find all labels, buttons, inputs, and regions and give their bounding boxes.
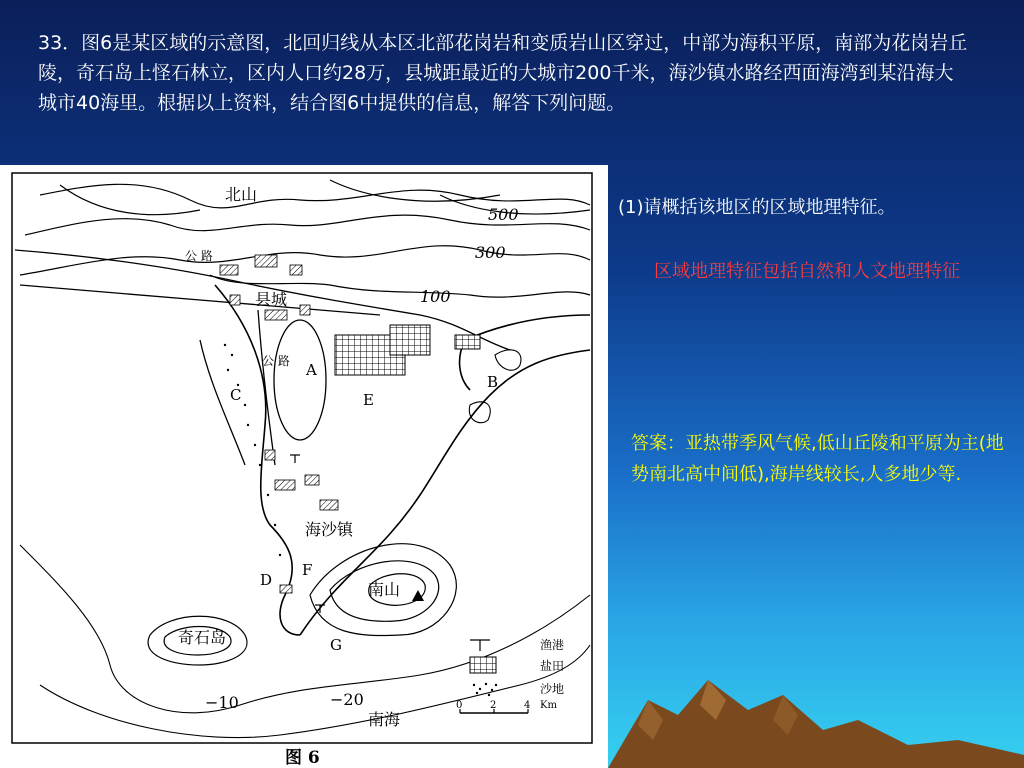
- point-b: B: [487, 373, 499, 391]
- label-south-sea: 南海: [368, 710, 401, 729]
- label-road-west: 公 路: [262, 354, 290, 368]
- contour-minus-10: −10: [205, 693, 239, 712]
- question-text: 33．图6是某区域的示意图，北回归线从本区北部花岗岩和变质岩山区穿过，中部为海积平原，南部为花岗岩丘陵，奇石岛上怪石林立，区内人口约28万，县城距最近的大城市200千米，海沙镇水路经西面海湾到某沿海大城市40海里。根据以上资料，结合图6中提供的信息，解答下列问题。: [38, 32, 968, 114]
- map-figure: [0, 165, 608, 768]
- salt-field-e2: [390, 325, 430, 355]
- label-haisha-town: 海沙镇: [305, 520, 354, 539]
- point-a: A: [306, 361, 317, 379]
- mountain-decoration: [608, 660, 1024, 768]
- label-county-town: 县城: [255, 290, 288, 309]
- label-south-mountain: 南山: [368, 580, 401, 599]
- scale-four: 4: [524, 700, 531, 711]
- legend-fishing-port: 渔港: [540, 638, 565, 652]
- answer-text: 答案：亚热带季风气候,低山丘陵和平原为主(地势南北高中间低),海岸线较长,人多地少等.: [631, 433, 1004, 485]
- point-e: E: [363, 391, 374, 409]
- lagoon-a: [274, 320, 326, 440]
- contour-300: 300: [475, 243, 506, 262]
- figure-caption: 图 6: [285, 748, 320, 768]
- scale-zero: 0: [456, 700, 463, 711]
- map-drawing: [0, 165, 608, 768]
- contour-500: 500: [488, 205, 519, 224]
- legend-salt-field: 盐田: [540, 659, 565, 673]
- label-qishi-island: 奇石岛: [178, 628, 227, 647]
- scale-unit: Km: [540, 700, 557, 711]
- legend-sand: 沙地: [540, 682, 565, 696]
- salt-field-east: [455, 335, 480, 349]
- contour-minus-20: −20: [330, 690, 364, 709]
- sub-question: (1)请概括该地区的区域地理特征。: [618, 197, 896, 218]
- scale-two: 2: [490, 700, 497, 711]
- point-f: F: [302, 561, 313, 579]
- contour-100: 100: [420, 287, 451, 306]
- point-c: C: [230, 386, 242, 404]
- label-north-mountain: 北山: [225, 185, 258, 204]
- label-road-north: 公 路: [185, 249, 213, 263]
- hint-text: 区域地理特征包括自然和人文地理特征: [654, 261, 960, 282]
- point-d: D: [260, 571, 273, 589]
- point-g: G: [330, 636, 342, 654]
